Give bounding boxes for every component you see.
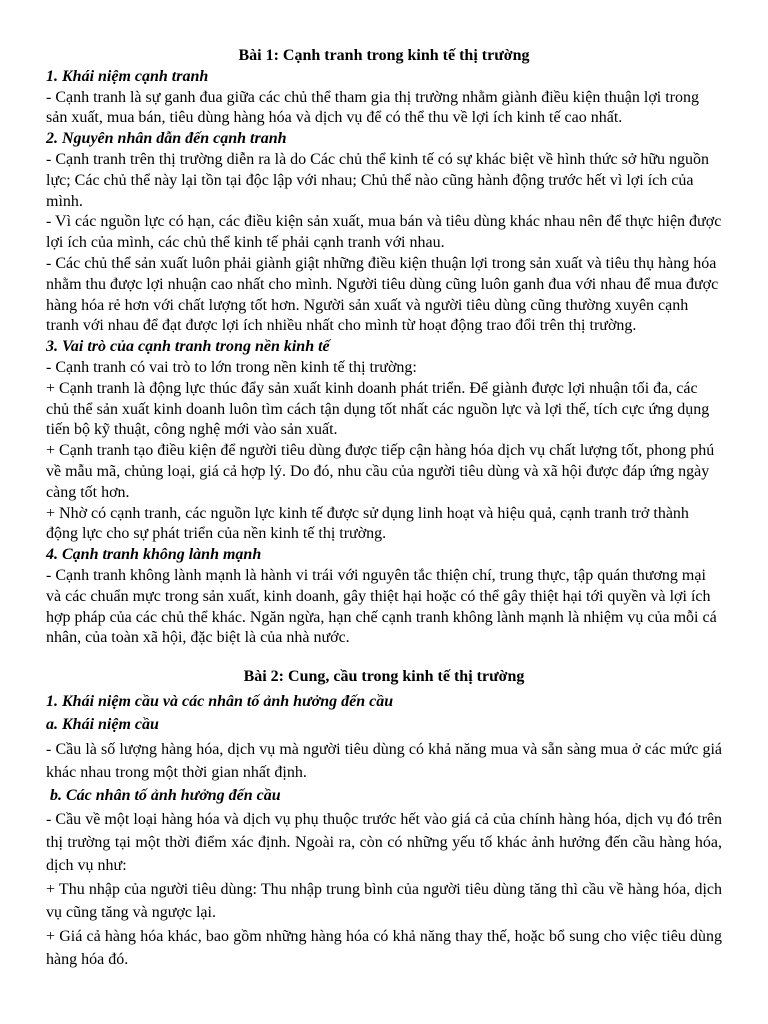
lesson-1-section xyxy=(46,46,722,649)
subheading-demand-factors: b. Các nhân tố ảnh hưởng đến cầu xyxy=(46,786,281,804)
lesson-2-title: Bài 2: Cung, cầu trong kinh tế thị trường xyxy=(243,668,525,686)
paragraph: - Vì các nguồn lực có hạn, các điều kiện sản xuất, mua bán và tiêu dùng khác nhau nên để thực hiện được lợi ích của mình, các chủ thể kinh tế phải cạnh tranh với nhau. xyxy=(46,213,722,252)
heading-role-competition: 3. Vai trò của cạnh tranh trong nền kinh tế xyxy=(46,338,330,356)
paragraph: - Cạnh tranh có vai trò to lớn trong nền kinh tế thị trường: xyxy=(46,358,417,376)
paragraph: + Giá cả hàng hóa khác, bao gồm những hàng hóa có khả năng thay thế, hoặc bổ sung cho việc tiêu dùng hàng hóa đó. xyxy=(46,928,722,969)
heading-demand-concept-factors: 1. Khái niệm cầu và các nhân tố ảnh hưởng đến cầu xyxy=(46,692,394,710)
heading-unfair-competition: 4. Cạnh tranh không lành mạnh xyxy=(46,546,262,564)
paragraph: - Các chủ thể sản xuất luôn phải giành giật những điều kiện thuận lợi trong sản xuất và tiêu thụ hàng hóa nhằm thu được lợi nhuận cao nhất cho mình. Người tiêu dùng cũng luôn ganh đua với nhau để mua được hàng hóa rẻ hơn với chất lượng tốt hơn. Người sản xuất và người tiêu dùng cũng thường xuyên cạnh tranh với nhau để đạt được lợi ích nhiều nhất cho mình từ hoạt động trao đổi trên thị trường. xyxy=(46,254,719,335)
paragraph: - Cầu là số lượng hàng hóa, dịch vụ mà người tiêu dùng có khả năng mua và sẵn sàng mua ở các mức giá khác nhau trong một thời gian nhất định. xyxy=(46,740,722,781)
lesson-2-section xyxy=(46,667,722,971)
paragraph: - Cạnh tranh không lành mạnh là hành vi trái với nguyên tắc thiện chí, trung thực, tập quán thương mại và các chuẩn mực trong sản xuất, kinh doanh, gây thiệt hại hoặc có thể gây thiệt hại tới quyền và lợi ích hợp pháp của các chủ thể khác. Ngăn ngừa, hạn chế cạnh tranh không lành mạnh là nhiệm vụ của mỗi cá nhân, của toàn xã hội, đặc biệt là của nhà nước. xyxy=(46,566,717,647)
paragraph: - Cạnh tranh là sự ganh đua giữa các chủ thể tham gia thị trường nhằm giành điều kiện thuận lợi trong sản xuất, mua bán, tiêu dùng hàng hóa và dịch vụ để có thể thu về lợi ích kinh tế cao nhất. xyxy=(46,88,699,127)
heading-concept-competition: 1. Khái niệm cạnh tranh xyxy=(46,67,209,85)
paragraph: + Nhờ có cạnh tranh, các nguồn lực kinh tế được sử dụng linh hoạt và hiệu quả, cạnh tranh trở thành động lực cho sự phát triển của nền kinh tế thị trường. xyxy=(46,504,689,543)
paragraph: + Thu nhập của người tiêu dùng: Thu nhập trung bình của người tiêu dùng tăng thì cầu về hàng hóa, dịch vụ cũng tăng và ngược lại. xyxy=(46,881,722,922)
heading-causes-competition: 2. Nguyên nhân dẫn đến cạnh tranh xyxy=(46,130,287,148)
subheading-demand-concept: a. Khái niệm cầu xyxy=(46,715,159,733)
paragraph: + Cạnh tranh là động lực thúc đẩy sản xuất kinh doanh phát triển. Để giành được lợi nhuận tối đa, các chủ thể sản xuất kinh doanh luôn tìm cách tận dụng tốt nhất các nguồn lực và lợi thế, tích cực ứng dụng tiến bộ kỹ thuật, công nghệ mới vào sản xuất. xyxy=(46,379,710,439)
paragraph: - Cầu về một loại hàng hóa và dịch vụ phụ thuộc trước hết vào giá cả của chính hàng hóa, dịch vụ đó trên thị trường tại một thời điểm xác định. Ngoài ra, còn có những yếu tố khác ảnh hưởng đến cầu hàng hóa, dịch vụ như: xyxy=(46,811,722,875)
paragraph: + Cạnh tranh tạo điều kiện để người tiêu dùng được tiếp cận hàng hóa dịch vụ chất lượng tốt, phong phú về mẫu mã, chủng loại, giá cả hợp lý. Do đó, nhu cầu của người tiêu dùng và xã hội được đáp ứng ngày càng tốt hơn. xyxy=(46,442,715,501)
lesson-1-title: Bài 1: Cạnh tranh trong kinh tế thị trường xyxy=(238,47,530,64)
paragraph: - Cạnh tranh trên thị trường diễn ra là do Các chủ thể kinh tế có sự khác biệt về hình thức sở hữu nguồn lực; Các chủ thể này lại tồn tại độc lập với nhau; Chủ thể nào cũng hành động trước hết vì lợi ích của mình. xyxy=(46,150,710,210)
